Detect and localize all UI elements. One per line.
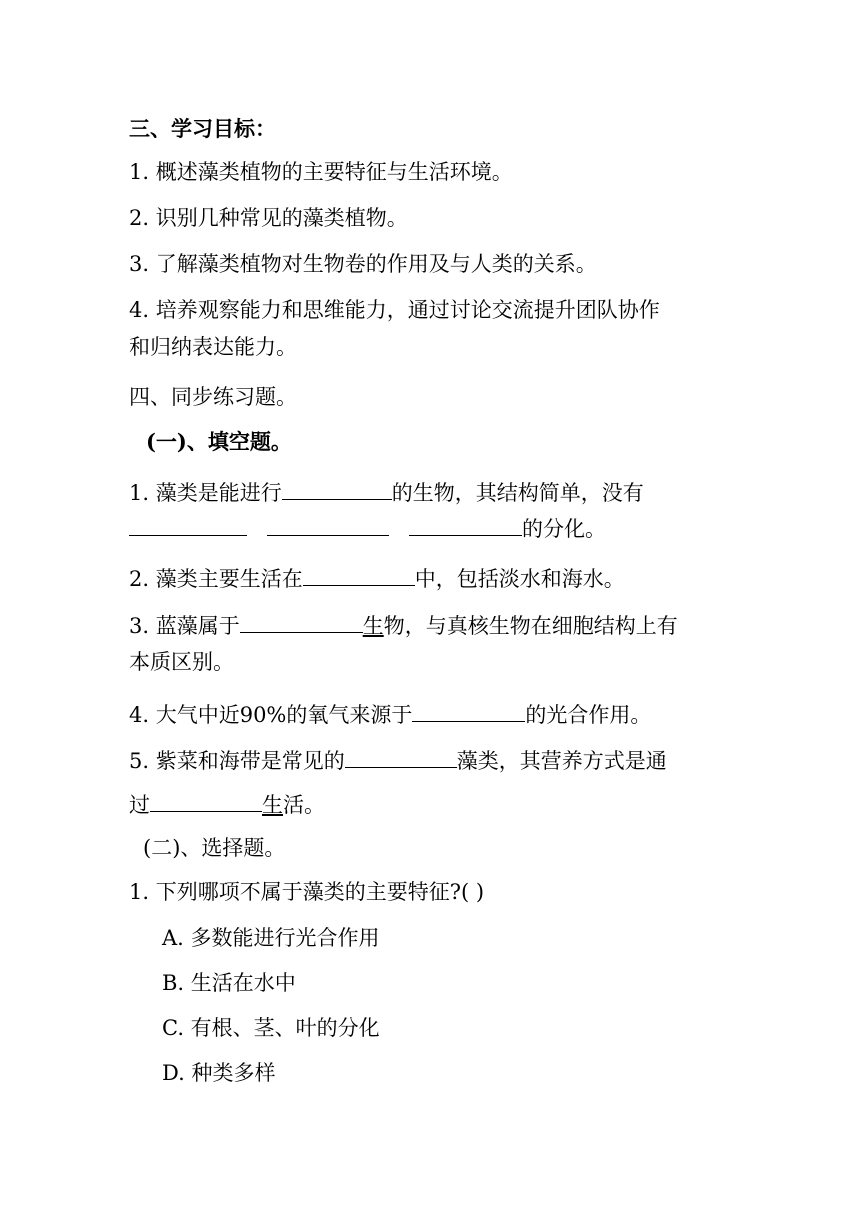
fill-q4-text-b: 的光合作用。	[525, 703, 652, 727]
choice-heading: (二)、选择题。	[143, 836, 286, 860]
fill-q1-blank-2[interactable]	[129, 513, 247, 536]
fill-q3-line2: 本质区别。	[129, 650, 234, 674]
section4-heading: 四、同步练习题。	[129, 385, 297, 409]
fill-q2-blank[interactable]	[303, 563, 415, 586]
fill-q1-blank-3[interactable]	[267, 513, 389, 536]
fill-q1-text-b: 的生物，其结构简单，没有	[391, 481, 644, 505]
fill-q1-line2	[129, 513, 739, 544]
fill-q1-text-a: 1. 藻类是能进行	[129, 481, 282, 505]
fill-q3-underlined: 生	[362, 614, 384, 638]
goal-1: 1. 概述藻类植物的主要特征与生活环境。	[129, 160, 513, 184]
fill-q1-blank-1[interactable]	[282, 477, 392, 500]
fill-q3-text-b: 物，与真核生物在细胞结构上有	[383, 614, 678, 638]
choice-q1-option-b[interactable]: B. 生活在水中	[162, 971, 296, 995]
choice-q1: 1. 下列哪项不属于藻类的主要特征?( )	[129, 880, 485, 904]
fill-q3-text-a: 3. 蓝藻属于	[129, 614, 240, 638]
fill-q5-text-d: 活。	[283, 793, 325, 817]
choice-q1-option-c[interactable]: C. 有根、茎、叶的分化	[162, 1016, 380, 1040]
section3-heading: 三、学习目标：	[129, 116, 276, 141]
fill-q5-text-b: 藻类，其营养方式是通	[456, 749, 667, 773]
goal-3: 3. 了解藻类植物对生物卷的作用及与人类的关系。	[129, 252, 597, 276]
fill-q2-text-a: 2. 藻类主要生活在	[129, 567, 303, 591]
fill-q4	[129, 699, 739, 730]
goal-4-line1: 4. 培养观察能力和思维能力，通过讨论交流提升团队协作	[129, 298, 660, 322]
goal-4-line2: 和归纳表达能力。	[129, 335, 297, 359]
fill-q5-blank-2[interactable]	[150, 789, 262, 812]
fill-q5-line2	[129, 789, 739, 820]
fill-q5-text-a: 5. 紫菜和海带是常见的	[129, 749, 345, 773]
fill-q5-line1	[129, 745, 739, 776]
fill-q3-line1	[129, 610, 739, 641]
fill-q5-text-c: 过	[129, 793, 150, 817]
goal-2: 2. 识别几种常见的藻类植物。	[129, 206, 408, 230]
fill-q1-line1	[129, 477, 739, 508]
fill-heading: (一)、填空题。	[146, 429, 292, 454]
fill-q3-blank[interactable]	[240, 610, 363, 633]
fill-q1-text-c: 的分化。	[522, 517, 606, 541]
fill-q1-blank-4[interactable]	[409, 513, 522, 536]
fill-q2	[129, 563, 739, 594]
choice-q1-option-a[interactable]: A. 多数能进行光合作用	[162, 926, 380, 950]
fill-q2-text-b: 中，包括淡水和海水。	[414, 567, 625, 591]
fill-q5-underlined: 生	[262, 793, 283, 817]
fill-q4-text-a: 4. 大气中近90%的氧气来源于	[129, 703, 413, 727]
fill-q4-blank[interactable]	[412, 699, 525, 722]
choice-q1-option-d[interactable]: D. 种类多样	[162, 1061, 276, 1085]
fill-q5-blank-1[interactable]	[345, 745, 457, 768]
